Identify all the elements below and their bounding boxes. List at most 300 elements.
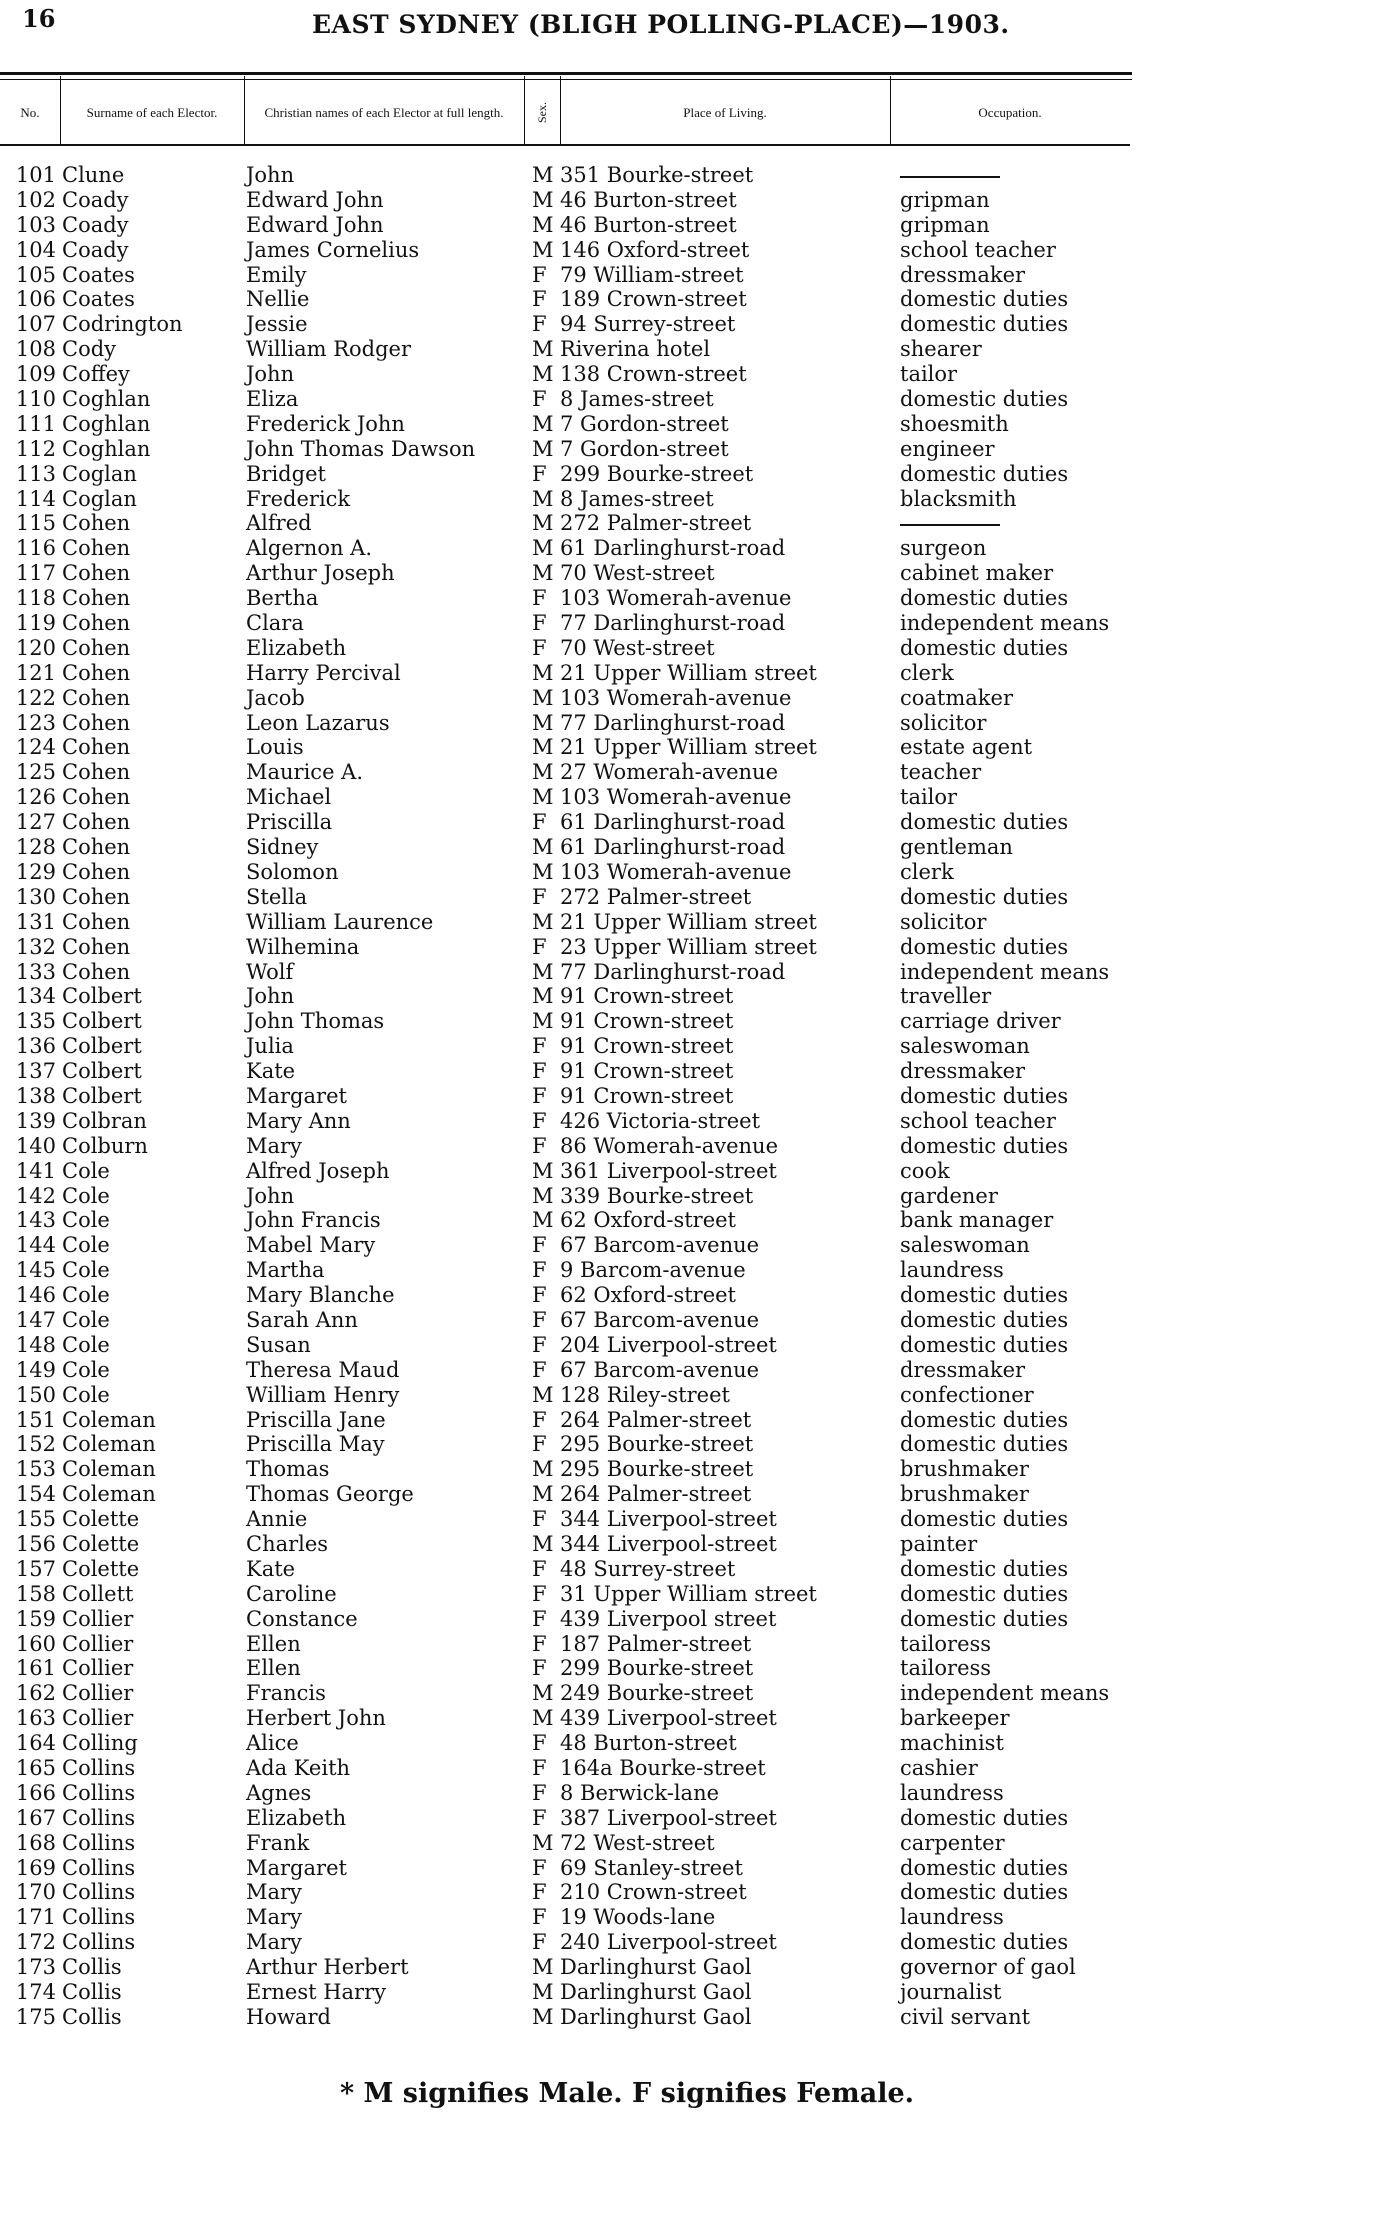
cell-christian-names: Thomas — [246, 1457, 330, 1482]
cell-surname: Coady — [62, 212, 129, 237]
column-header-sex-label: Sex. — [534, 101, 549, 123]
cell-number: 118 — [15, 586, 56, 611]
cell-occupation: dressmaker — [900, 1357, 1026, 1382]
cell-place-of-living: 77 Darlinghurst-road — [560, 611, 786, 636]
cell-surname: Colbert — [62, 1009, 142, 1034]
cell-surname: Cole — [62, 1307, 110, 1332]
cell-christian-names: John — [246, 1183, 295, 1208]
cell-number: 110 — [15, 387, 56, 412]
cell-number: 104 — [15, 237, 56, 262]
cell-occupation: engineer — [900, 436, 995, 461]
cell-sex: M — [532, 1158, 554, 1183]
cell-sex: M — [532, 511, 554, 536]
cell-christian-names: Agnes — [246, 1780, 312, 1805]
cell-christian-names: Kate — [246, 1556, 296, 1581]
cell-occupation: cook — [900, 1158, 950, 1183]
cell-surname: Cole — [62, 1283, 110, 1308]
cell-surname: Coleman — [62, 1482, 156, 1507]
cell-surname: Coady — [62, 237, 129, 262]
cell-number: 148 — [15, 1332, 56, 1357]
cell-surname: Collins — [62, 1756, 136, 1780]
cell-sex: F — [532, 635, 547, 660]
cell-surname: Colbert — [62, 1083, 142, 1108]
cell-christian-names: Frank — [246, 1830, 310, 1855]
cell-occupation: gripman — [900, 212, 990, 237]
table-row — [0, 1383, 1382, 1408]
cell-christian-names: Alfred — [246, 511, 312, 536]
cell-occupation: civil servant — [900, 2004, 1031, 2029]
cell-number: 135 — [15, 1009, 56, 1034]
cell-sex: M — [532, 959, 554, 984]
cell-sex: M — [532, 835, 554, 860]
cell-occupation: domestic duties — [900, 1307, 1069, 1332]
cell-occupation: gardener — [900, 1183, 998, 1208]
cell-christian-names: Annie — [246, 1507, 308, 1532]
cell-sex: F — [532, 1556, 547, 1581]
footer-note: * M signifies Male. F signifies Female. — [340, 2078, 915, 2109]
cell-number: 109 — [15, 362, 56, 387]
cell-occupation: gripman — [900, 187, 990, 212]
cell-number: 141 — [15, 1158, 56, 1183]
cell-place-of-living: 31 Upper William street — [560, 1581, 817, 1606]
cell-sex: F — [532, 1880, 547, 1905]
table-row — [0, 188, 1382, 213]
cell-sex: F — [532, 1108, 547, 1133]
cell-christian-names: Constance — [246, 1606, 358, 1631]
table-row — [0, 2005, 1382, 2030]
cell-surname: Colburn — [62, 1133, 148, 1158]
cell-surname: Collier — [62, 1681, 134, 1706]
cell-place-of-living: Darlinghurst Gaol — [560, 1980, 752, 2005]
cell-number: 114 — [15, 486, 56, 511]
cell-place-of-living: 295 Bourke-street — [560, 1457, 754, 1482]
cell-occupation: tailoress — [900, 1631, 992, 1656]
cell-sex: F — [532, 1258, 547, 1283]
table-row — [0, 263, 1382, 288]
cell-occupation: cashier — [900, 1756, 978, 1780]
cell-number: 122 — [15, 685, 56, 710]
cell-christian-names: William Rodger — [246, 337, 411, 362]
table-row — [0, 984, 1382, 1009]
cell-place-of-living: 339 Bourke-street — [560, 1183, 754, 1208]
table-row — [0, 1134, 1382, 1159]
cell-surname: Coglan — [62, 486, 137, 511]
cell-occupation: dressmaker — [900, 262, 1026, 287]
cell-occupation: clerk — [900, 660, 954, 685]
cell-occupation: laundress — [900, 1780, 1004, 1805]
cell-christian-names: Mary Blanche — [246, 1283, 395, 1308]
cell-surname: Collier — [62, 1606, 134, 1631]
table-row — [0, 213, 1382, 238]
cell-place-of-living: 299 Bourke-street — [560, 461, 754, 486]
cell-sex: M — [532, 984, 554, 1009]
cell-christian-names: Theresa Maud — [246, 1357, 400, 1382]
table-row — [0, 1159, 1382, 1184]
table-row — [0, 487, 1382, 512]
cell-occupation: domestic duties — [900, 1283, 1069, 1308]
cell-place-of-living: 72 West-street — [560, 1830, 715, 1855]
cell-occupation: domestic duties — [900, 1855, 1069, 1880]
cell-number: 163 — [15, 1706, 56, 1731]
cell-place-of-living: 439 Liverpool street — [560, 1606, 777, 1631]
cell-surname: Colbert — [62, 1034, 142, 1059]
cell-christian-names: Arthur Herbert — [246, 1955, 409, 1980]
cell-surname: Cole — [62, 1382, 110, 1407]
cell-christian-names: Mary — [246, 1880, 302, 1905]
cell-occupation: solicitor — [900, 909, 987, 934]
cell-sex: F — [532, 934, 547, 959]
cell-sex: M — [532, 187, 554, 212]
cell-sex: M — [532, 2004, 554, 2029]
cell-surname: Cohen — [62, 586, 131, 611]
cell-sex: M — [532, 1457, 554, 1482]
cell-occupation: domestic duties — [900, 1805, 1069, 1830]
cell-christian-names: Sidney — [246, 835, 319, 860]
cell-place-of-living: 77 Darlinghurst-road — [560, 959, 786, 984]
table-row — [0, 1806, 1382, 1831]
column-header-sex — [524, 80, 560, 144]
cell-occupation: school teacher — [900, 1108, 1056, 1133]
table-row — [0, 387, 1382, 412]
table-row — [0, 1955, 1382, 1980]
cell-christian-names: Margaret — [246, 1855, 347, 1880]
cell-place-of-living: 103 Womerah-avenue — [560, 785, 792, 810]
cell-sex: M — [532, 760, 554, 785]
table-row — [0, 1980, 1382, 2005]
cell-sex: M — [532, 1382, 554, 1407]
cell-place-of-living: Darlinghurst Gaol — [560, 2004, 752, 2029]
cell-christian-names: Stella — [246, 884, 308, 909]
table-row — [0, 1258, 1382, 1283]
cell-place-of-living: 439 Liverpool-street — [560, 1706, 777, 1731]
cell-number: 117 — [15, 561, 56, 586]
table-row — [0, 1930, 1382, 1955]
cell-christian-names: Bridget — [246, 461, 326, 486]
table-row — [0, 1009, 1382, 1034]
table-row — [0, 1532, 1382, 1557]
cell-surname: Cohen — [62, 835, 131, 860]
cell-sex: M — [532, 909, 554, 934]
cell-christian-names: Ernest Harry — [246, 1980, 386, 2005]
table-row — [0, 1457, 1382, 1482]
cell-surname: Collis — [62, 1955, 122, 1980]
cell-number: 170 — [15, 1880, 56, 1905]
cell-place-of-living: 344 Liverpool-street — [560, 1507, 777, 1532]
cell-occupation — [900, 511, 1000, 536]
header-rule — [0, 72, 1132, 75]
cell-number: 173 — [15, 1955, 56, 1980]
cell-sex: M — [532, 1830, 554, 1855]
table-row — [0, 1283, 1382, 1308]
cell-place-of-living: Darlinghurst Gaol — [560, 1955, 752, 1980]
cell-place-of-living: 299 Bourke-street — [560, 1656, 754, 1681]
cell-place-of-living: 67 Barcom-avenue — [560, 1233, 760, 1258]
cell-number: 164 — [15, 1731, 56, 1756]
cell-number: 136 — [15, 1034, 56, 1059]
cell-christian-names: Margaret — [246, 1083, 347, 1108]
cell-surname: Coates — [62, 262, 135, 287]
cell-place-of-living: 8 James-street — [560, 486, 714, 511]
cell-place-of-living: 67 Barcom-avenue — [560, 1307, 760, 1332]
cell-number: 116 — [15, 536, 56, 561]
cell-number: 121 — [15, 660, 56, 685]
cell-christian-names: John Thomas — [246, 1009, 385, 1034]
cell-occupation: coatmaker — [900, 685, 1013, 710]
blank-dash — [900, 176, 1000, 178]
cell-number: 134 — [15, 984, 56, 1009]
cell-occupation: saleswoman — [900, 1233, 1030, 1258]
cell-number: 153 — [15, 1457, 56, 1482]
cell-sex: M — [532, 237, 554, 262]
table-row — [0, 1905, 1382, 1930]
cell-sex: F — [532, 287, 547, 312]
cell-christian-names: Elizabeth — [246, 1805, 347, 1830]
cell-occupation: carriage driver — [900, 1009, 1061, 1034]
cell-sex: F — [532, 1233, 547, 1258]
cell-sex: M — [532, 859, 554, 884]
table-row — [0, 1084, 1382, 1109]
cell-sex: F — [532, 1034, 547, 1059]
cell-occupation: domestic duties — [900, 1083, 1069, 1108]
header-bottom-rule — [0, 144, 1130, 146]
column-header-christian-names: Christian names of each Elector at full length. — [264, 104, 504, 120]
cell-sex: F — [532, 1283, 547, 1308]
cell-place-of-living: 62 Oxford-street — [560, 1283, 736, 1308]
cell-sex: M — [532, 411, 554, 436]
cell-sex: F — [532, 1332, 547, 1357]
cell-christian-names: Emily — [246, 262, 307, 287]
cell-occupation: independent means — [900, 611, 1110, 636]
cell-place-of-living: 240 Liverpool-street — [560, 1930, 777, 1955]
cell-surname: Coghlan — [62, 436, 151, 461]
cell-place-of-living: 426 Victoria-street — [560, 1108, 761, 1133]
cell-sex: M — [532, 660, 554, 685]
cell-christian-names: Ada Keith — [246, 1756, 351, 1780]
cell-occupation: domestic duties — [900, 1407, 1069, 1432]
cell-place-of-living: 27 Womerah-avenue — [560, 760, 779, 785]
cell-surname: Coglan — [62, 461, 137, 486]
cell-place-of-living: 91 Crown-street — [560, 984, 734, 1009]
cell-number: 132 — [15, 934, 56, 959]
cell-occupation: domestic duties — [900, 312, 1069, 337]
cell-sex: F — [532, 1083, 547, 1108]
table-row — [0, 611, 1382, 636]
cell-place-of-living: 86 Womerah-avenue — [560, 1133, 779, 1158]
cell-christian-names: Edward John — [246, 187, 384, 212]
cell-surname: Cohen — [62, 934, 131, 959]
cell-christian-names: James Cornelius — [246, 237, 420, 262]
cell-christian-names: Charles — [246, 1531, 329, 1556]
cell-occupation: domestic duties — [900, 1880, 1069, 1905]
cell-sex: M — [532, 536, 554, 561]
cell-occupation: teacher — [900, 760, 982, 785]
cell-christian-names: Priscilla Jane — [246, 1407, 386, 1432]
cell-occupation: bank manager — [900, 1208, 1054, 1233]
cell-sex: F — [532, 461, 547, 486]
cell-sex: M — [532, 486, 554, 511]
cell-surname: Coleman — [62, 1457, 156, 1482]
cell-christian-names: Harry Percival — [246, 660, 401, 685]
cell-occupation: carpenter — [900, 1830, 1005, 1855]
cell-sex: M — [532, 1183, 554, 1208]
table-row — [0, 1706, 1382, 1731]
cell-surname: Cole — [62, 1208, 110, 1233]
cell-place-of-living: 77 Darlinghurst-road — [560, 710, 786, 735]
table-row — [0, 885, 1382, 910]
cell-occupation: tailoress — [900, 1656, 992, 1681]
table-row — [0, 1208, 1382, 1233]
cell-sex: F — [532, 1631, 547, 1656]
cell-christian-names: Clara — [246, 611, 304, 636]
cell-number: 111 — [15, 411, 56, 436]
table-row — [0, 686, 1382, 711]
table-row — [0, 910, 1382, 935]
cell-place-of-living: 128 Riley-street — [560, 1382, 730, 1407]
cell-surname: Cohen — [62, 611, 131, 636]
cell-occupation: blacksmith — [900, 486, 1017, 511]
table-row — [0, 1358, 1382, 1383]
table-row — [0, 287, 1382, 312]
cell-surname: Collis — [62, 1980, 122, 2005]
cell-surname: Collis — [62, 2004, 122, 2029]
cell-sex: M — [532, 561, 554, 586]
cell-number: 152 — [15, 1432, 56, 1457]
cell-christian-names: John Francis — [246, 1208, 381, 1233]
cell-number: 123 — [15, 710, 56, 735]
cell-sex: F — [532, 1855, 547, 1880]
cell-number: 159 — [15, 1606, 56, 1631]
cell-surname: Colbert — [62, 984, 142, 1009]
table-row — [0, 1681, 1382, 1706]
table-row — [0, 1408, 1382, 1433]
cell-christian-names: Mary — [246, 1930, 302, 1955]
cell-sex: M — [532, 163, 554, 187]
cell-place-of-living: 189 Crown-street — [560, 287, 747, 312]
cell-number: 150 — [15, 1382, 56, 1407]
cell-surname: Cohen — [62, 785, 131, 810]
cell-occupation: tailor — [900, 785, 958, 810]
cell-christian-names: Mabel Mary — [246, 1233, 376, 1258]
cell-occupation: domestic duties — [900, 1930, 1069, 1955]
table-row — [0, 511, 1382, 536]
table-row — [0, 735, 1382, 760]
table-row — [0, 312, 1382, 337]
cell-occupation: laundress — [900, 1258, 1004, 1283]
cell-sex: F — [532, 1059, 547, 1084]
cell-occupation: domestic duties — [900, 635, 1069, 660]
cell-occupation: domestic duties — [900, 810, 1069, 835]
cell-place-of-living: 61 Darlinghurst-road — [560, 536, 786, 561]
cell-christian-names: Nellie — [246, 287, 310, 312]
cell-surname: Cole — [62, 1158, 110, 1183]
table-row — [0, 437, 1382, 462]
cell-sex: F — [532, 1133, 547, 1158]
cell-sex: F — [532, 1357, 547, 1382]
cell-surname: Cody — [62, 337, 117, 362]
cell-surname: Collins — [62, 1830, 136, 1855]
cell-surname: Colette — [62, 1507, 140, 1532]
cell-surname: Coady — [62, 187, 129, 212]
cell-sex: M — [532, 1208, 554, 1233]
cell-surname: Cohen — [62, 959, 131, 984]
cell-occupation: dressmaker — [900, 1059, 1026, 1084]
cell-sex: F — [532, 1432, 547, 1457]
cell-number: 145 — [15, 1258, 56, 1283]
cell-occupation: surgeon — [900, 536, 987, 561]
cell-christian-names: Mary — [246, 1133, 302, 1158]
cell-sex: M — [532, 1955, 554, 1980]
cell-occupation: domestic duties — [900, 884, 1069, 909]
cell-number: 147 — [15, 1307, 56, 1332]
cell-christian-names: Leon Lazarus — [246, 710, 390, 735]
cell-place-of-living: 19 Woods-lane — [560, 1905, 716, 1930]
cell-surname: Collins — [62, 1930, 136, 1955]
cell-number: 138 — [15, 1083, 56, 1108]
cell-sex: M — [532, 1681, 554, 1706]
cell-number: 140 — [15, 1133, 56, 1158]
cell-number: 102 — [15, 187, 56, 212]
cell-sex: F — [532, 1656, 547, 1681]
cell-sex: F — [532, 810, 547, 835]
cell-place-of-living: 46 Burton-street — [560, 187, 737, 212]
cell-christian-names: Alfred Joseph — [246, 1158, 390, 1183]
cell-surname: Collett — [62, 1581, 134, 1606]
cell-sex: M — [532, 1531, 554, 1556]
cell-sex: F — [532, 1507, 547, 1532]
cell-surname: Cohen — [62, 536, 131, 561]
table-row — [0, 760, 1382, 785]
cell-surname: Cohen — [62, 884, 131, 909]
cell-occupation: domestic duties — [900, 1133, 1069, 1158]
table-row — [0, 1656, 1382, 1681]
cell-christian-names: Algernon A. — [246, 536, 372, 561]
cell-surname: Collins — [62, 1855, 136, 1880]
table-row — [0, 1856, 1382, 1881]
cell-christian-names: Wolf — [246, 959, 294, 984]
cell-place-of-living: 91 Crown-street — [560, 1059, 734, 1084]
cell-sex: F — [532, 1930, 547, 1955]
cell-number: 160 — [15, 1631, 56, 1656]
cell-place-of-living: 48 Surrey-street — [560, 1556, 736, 1581]
cell-surname: Cohen — [62, 710, 131, 735]
cell-occupation: gentleman — [900, 835, 1013, 860]
cell-place-of-living: 8 James-street — [560, 387, 714, 412]
cell-number: 172 — [15, 1930, 56, 1955]
cell-christian-names: John — [246, 362, 295, 387]
cell-christian-names: John — [246, 984, 295, 1009]
table-row — [0, 163, 1382, 188]
cell-christian-names: Maurice A. — [246, 760, 364, 785]
cell-christian-names: Eliza — [246, 387, 299, 412]
cell-surname: Cohen — [62, 561, 131, 586]
cell-christian-names: Wilhemina — [246, 934, 360, 959]
cell-place-of-living: 146 Oxford-street — [560, 237, 750, 262]
cell-surname: Colbert — [62, 1059, 142, 1084]
cell-occupation: domestic duties — [900, 934, 1069, 959]
cell-occupation: domestic duties — [900, 586, 1069, 611]
table-row — [0, 810, 1382, 835]
cell-christian-names: Edward John — [246, 212, 384, 237]
table-row — [0, 1880, 1382, 1905]
cell-place-of-living: 61 Darlinghurst-road — [560, 835, 786, 860]
table-row — [0, 1756, 1382, 1781]
column-header-occupation: Occupation. — [978, 104, 1042, 120]
cell-place-of-living: 249 Bourke-street — [560, 1681, 754, 1706]
cell-christian-names: Louis — [246, 735, 304, 760]
cell-sex: F — [532, 1731, 547, 1756]
cell-christian-names: John Thomas Dawson — [246, 436, 476, 461]
cell-occupation: domestic duties — [900, 1507, 1069, 1532]
